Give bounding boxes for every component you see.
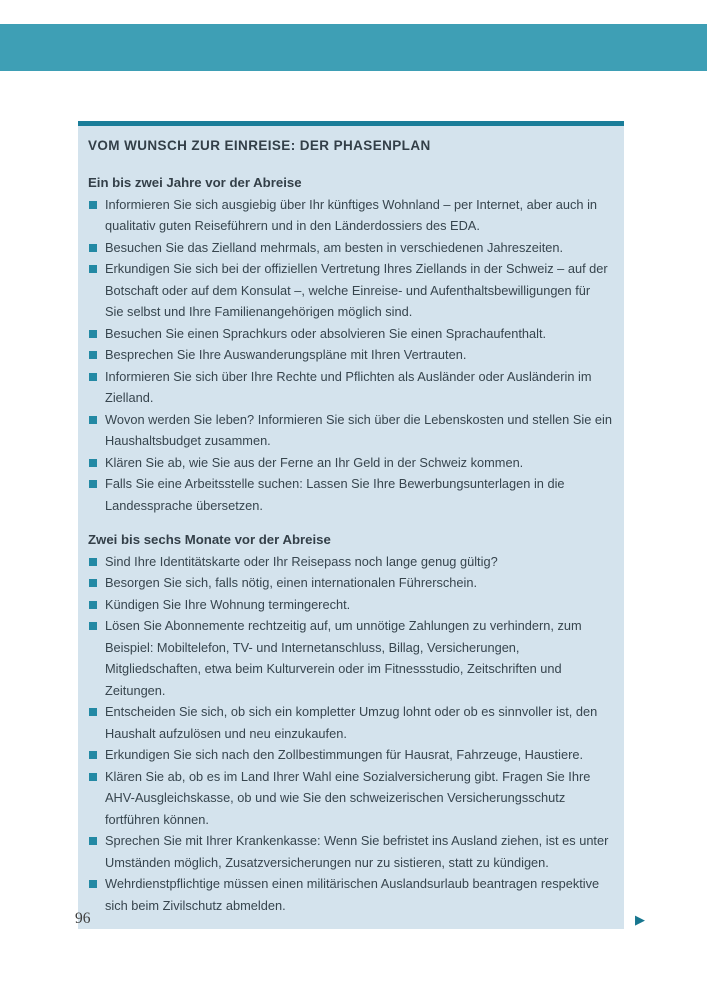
bullet-square-icon bbox=[89, 579, 97, 587]
phase-plan-box bbox=[78, 121, 645, 929]
bullet-square-icon bbox=[89, 416, 97, 424]
checklist-item bbox=[88, 194, 612, 237]
checklist-item-text: Erkundigen Sie sich nach den Zollbestimmungen für Hausrat, Fahrzeuge, Haustiere. bbox=[105, 747, 584, 762]
checklist-item-text: Besuchen Sie einen Sprachkurs oder absolvieren Sie einen Sprachaufenthalt. bbox=[105, 325, 547, 341]
bullet-square-icon bbox=[89, 622, 97, 630]
checklist-item bbox=[88, 766, 612, 831]
checklist-item bbox=[88, 830, 612, 873]
page-number: 96 bbox=[75, 910, 91, 927]
bullet-square-icon bbox=[89, 330, 97, 338]
checklist-item bbox=[88, 572, 612, 594]
bullet-square-icon bbox=[89, 459, 97, 467]
bullet-square-icon bbox=[89, 880, 97, 888]
header-color-bar bbox=[0, 24, 707, 71]
checklist-item bbox=[88, 344, 612, 366]
checklist-item-text: Wovon werden Sie leben? Informieren Sie sich über die Lebenskosten und stellen Sie ein Haushaltsbudget zusammen. bbox=[105, 411, 612, 448]
checklist-item bbox=[88, 615, 612, 701]
section-heading-one-to-two-years: Ein bis zwei Jahre vor der Abreise bbox=[88, 175, 302, 190]
section-heading-two-to-six-months: Zwei bis sechs Monate vor der Abreise bbox=[88, 532, 331, 547]
checklist-item-text: Klären Sie ab, wie Sie aus der Ferne an Ihr Geld in der Schweiz kommen. bbox=[105, 454, 524, 470]
checklist-item-text: Sind Ihre Identitätskarte oder Ihr Reisepass noch lange genug gültig? bbox=[105, 553, 498, 569]
checklist-item-text: Sprechen Sie mit Ihrer Krankenkasse: Wenn Sie befristet ins Ausland ziehen, ist es unter Umständen möglich, Zusatzversicherungen nur zu sistieren, statt zu kündigen. bbox=[105, 833, 609, 870]
checklist-item-text: Besprechen Sie Ihre Auswanderungspläne mit Ihren Vertrauten. bbox=[105, 347, 467, 362]
bullet-square-icon bbox=[89, 351, 97, 359]
bullet-square-icon bbox=[89, 480, 97, 488]
checklist-item bbox=[88, 594, 612, 616]
checklist-item bbox=[88, 873, 612, 916]
checklist-item bbox=[88, 473, 612, 516]
checklist-item-text: Informieren Sie sich ausgiebig über Ihr künftiges Wohnland – per Internet, aber auch in qualitativ guten Reiseführern und in den Länderdossiers des EDA. bbox=[105, 196, 598, 233]
checklist-item bbox=[88, 323, 612, 345]
checklist-item-text: Falls Sie eine Arbeitsstelle suchen: Lassen Sie Ihre Bewerbungsunterlagen in die Landessprache übersetzen. bbox=[105, 476, 565, 513]
bullet-square-icon bbox=[89, 708, 97, 716]
bullet-square-icon bbox=[89, 773, 97, 781]
checklist-item bbox=[88, 452, 612, 474]
bullet-square-icon bbox=[89, 201, 97, 209]
checklist-item-text: Klären Sie ab, ob es im Land Ihrer Wahl eine Sozialversicherung gibt. Fragen Sie Ihre AHV-Ausgleichskasse, ob und wie Sie den schweizerischen Versicherungsschutz fortführen können. bbox=[105, 768, 591, 827]
checklist-item bbox=[88, 258, 612, 323]
bullet-square-icon bbox=[89, 558, 97, 566]
bullet-square-icon bbox=[89, 373, 97, 381]
checklist-item bbox=[88, 551, 612, 573]
checklist-item bbox=[88, 701, 612, 744]
checklist-item bbox=[88, 744, 612, 766]
checklist-item bbox=[88, 237, 612, 259]
checklist-item-text: Besuchen Sie das Zielland mehrmals, am besten in verschiedenen Jahreszeiten. bbox=[105, 239, 564, 255]
bullet-square-icon bbox=[89, 751, 97, 759]
box-title: VOM WUNSCH ZUR EINREISE: DER PHASENPLAN bbox=[88, 138, 431, 153]
bullet-square-icon bbox=[89, 244, 97, 252]
checklist-item-text: Informieren Sie sich über Ihre Rechte und Pflichten als Ausländer oder Ausländerin im Zielland. bbox=[105, 368, 592, 405]
checklist-item bbox=[88, 409, 612, 452]
bullet-square-icon bbox=[89, 601, 97, 609]
checklist-item-text: Erkundigen Sie sich bei der offiziellen Vertretung Ihres Ziellands in der Schweiz – auf der Botschaft oder auf dem Konsulat –, welche Einreise- und Aufenthaltsbewilligungen für Sie selbst und Ihre Familienangehörigen möglich sind. bbox=[105, 261, 608, 319]
bullet-square-icon bbox=[89, 265, 97, 273]
continuation-arrow-icon: ▶ bbox=[635, 912, 645, 927]
checklist-item-text: Wehrdienstpflichtige müssen einen militärischen Auslandsurlaub beantragen respektive sich beim Zivilschutz abmelden. bbox=[105, 876, 600, 913]
checklist-item-text: Besorgen Sie sich, falls nötig, einen internationalen Führerschein. bbox=[105, 575, 478, 590]
checklist-item-text: Lösen Sie Abonnemente rechtzeitig auf, um unnötige Zahlungen zu verhindern, zum Beispiel: Mobiltelefon, TV- und Internetanschluss, Billag, Versicherungen, Mitgliedschaften, etwa beim Kulturverein oder im Fitnessstudio, Zeitschriften und Zeitungen. bbox=[105, 618, 582, 698]
checklist-item-text: Kündigen Sie Ihre Wohnung termingerecht. bbox=[105, 596, 351, 612]
bullet-square-icon bbox=[89, 837, 97, 845]
checklist-item-text: Entscheiden Sie sich, ob sich ein kompletter Umzug lohnt oder ob es sinnvoller ist, den Haushalt aufzulösen und neu einzukaufen. bbox=[105, 704, 598, 741]
checklist-item bbox=[88, 366, 612, 409]
